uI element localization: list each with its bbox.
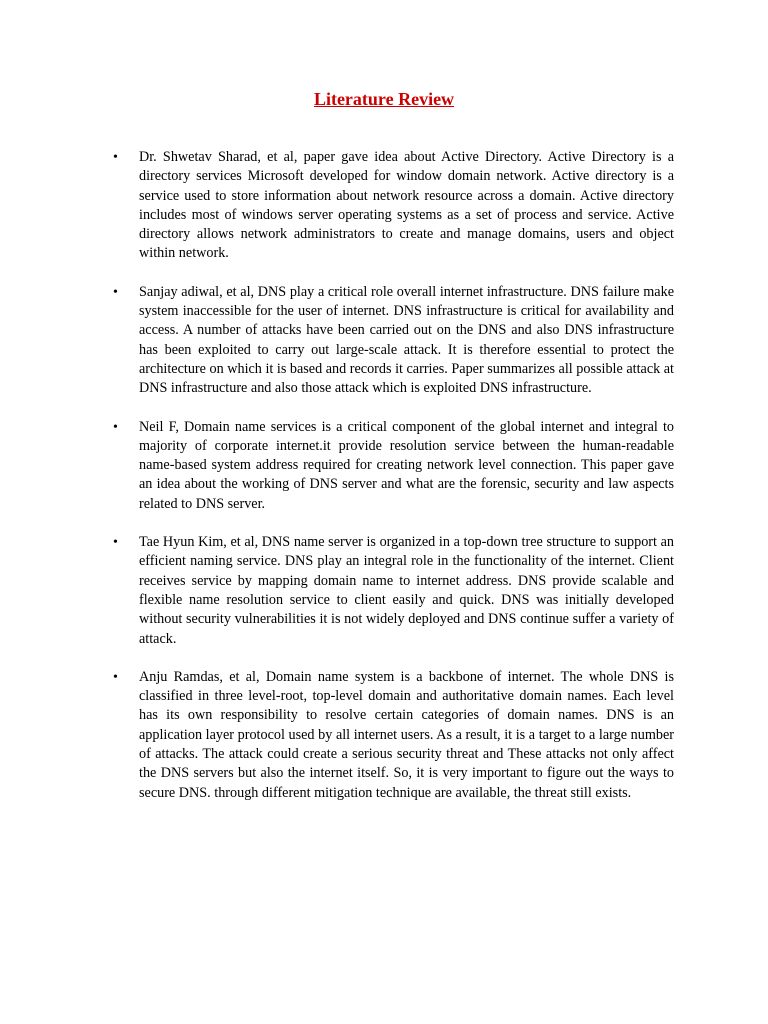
page-title: Literature Review bbox=[313, 89, 455, 109]
list-item bbox=[0, 148, 768, 264]
list-item bbox=[0, 533, 768, 649]
literature-list bbox=[0, 148, 768, 822]
bullet-icon: • bbox=[113, 669, 118, 685]
list-item bbox=[0, 668, 768, 803]
list-item-text: Sanjay adiwal, et al, DNS play a critical role overall internet infrastructure. DNS failure make system inaccessible for the user of internet. DNS infrastructure is critical for availability and access. A number of attacks have been carried out on the DNS and also DNS infrastructure has been exploited to carry out large-scale attack. It is therefore essential to protect the architecture on which it is based and records it carries. Paper summarizes all possible attack at DNS infrastructure and also those attack which is exploited DNS infrastructure. bbox=[139, 283, 674, 397]
bullet-icon: • bbox=[113, 535, 118, 551]
bullet-icon: • bbox=[113, 284, 118, 300]
list-item-text: Dr. Shwetav Sharad, et al, paper gave idea about Active Directory. Active Directory is a directory services Microsoft developed for window domain network. Active directory is a service used to store information about network resource across a domain. Active directory includes most of windows server operating systems as a set of process and service. Active directory allows network administrators to create and manage domains, users and object within network. bbox=[139, 149, 674, 262]
list-item bbox=[0, 418, 768, 514]
list-item-text: Neil F, Domain name services is a critical component of the global internet and integral to majority of corporate internet.it provide resolution service between the human-readable name-based system address required for creating network level connection. This paper gave an idea about the working of DNS server and what are the forensic, security and law aspects related to DNS server. bbox=[139, 418, 674, 512]
list-item-text: Anju Ramdas, et al, Domain name system is a backbone of internet. The whole DNS is classified in three level-root, top-level domain and authoritative domain names. Each level has its own responsibility to resolve certain categories of domain names. DNS is an application layer protocol used by all internet users. As a result, it is a target to a large number of attacks. The attack could create a serious security threat and These attacks not only affect the DNS servers but also the internet itself. So, it is very important to figure out the ways to secure DNS. through different mitigation technique are available, the threat still exists. bbox=[139, 668, 674, 801]
bullet-icon: • bbox=[113, 419, 118, 435]
list-item bbox=[0, 283, 768, 399]
bullet-icon: • bbox=[113, 150, 118, 165]
list-item-text: Tae Hyun Kim, et al, DNS name server is organized in a top-down tree structure to support an efficient naming service. DNS play an integral role in the functionality of the internet. Client receives service by mapping domain name to internet address. DNS provide scalable and flexible name resolution service to client easily and quick. DNS was initially developed without security vulnerabilities it is not widely deployed and DNS continue suffer a variety of attack. bbox=[139, 534, 674, 647]
